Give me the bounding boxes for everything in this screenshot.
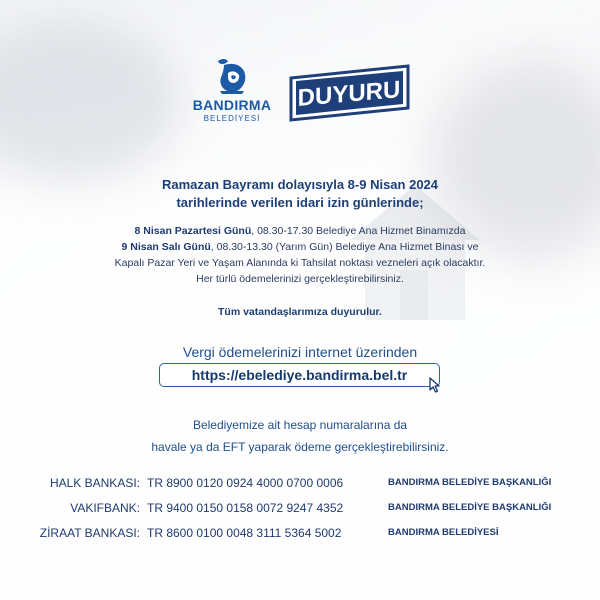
ebelediye-link[interactable]: https://ebelediye.bandirma.bel.tr	[191, 367, 408, 383]
schedule-day-1	[0, 223, 600, 239]
bank-iban: TR 8900 0120 0924 4000 0700 0006	[147, 476, 344, 490]
schedule-day-1-text: , 08.30-17.30 Belediye Ana Hizmet Binamızda	[251, 225, 466, 237]
schedule-day-1-label: 8 Nisan Pazartesi Günü	[134, 225, 252, 237]
schedule-text	[0, 223, 600, 287]
bank-row-halk	[0, 476, 600, 492]
bank-name: VAKIFBANK:	[70, 501, 140, 515]
logo-subtitle: BELEDİYESİ	[203, 114, 261, 123]
bank-iban: TR 9400 0150 0158 0072 9247 4352	[147, 501, 344, 515]
bank-account-owner: BANDIRMA BELEDİYESİ	[388, 527, 499, 538]
schedule-day-2	[0, 239, 600, 255]
bank-account-owner: BANDIRMA BELEDİYE BAŞKANLIĞI	[388, 477, 552, 488]
citizens-note: Tüm vatandaşlarımıza duyurulur.	[218, 306, 382, 318]
duyuru-label: DUYURU	[297, 76, 401, 113]
headline-line-2: tarihlerinde verilen idari izin günlerinde;	[176, 195, 424, 210]
bank-iban: TR 8600 0100 0048 3111 5364 5002	[147, 526, 342, 540]
bandirma-logo	[192, 55, 272, 123]
schedule-day-2-label: 9 Nisan Salı Günü	[121, 241, 211, 253]
schedule-line-3: Kapalı Pazar Yeri ve Yaşam Alanında ki Tahsilat noktası vezneleri açık olacaktır.	[114, 257, 486, 269]
bank-name: HALK BANKASI:	[49, 476, 140, 490]
bank-intro-line-1: Belediyemize ait hesap numaralarına da	[192, 418, 408, 432]
ebelediye-link-box[interactable]	[159, 363, 440, 387]
schedule-line-4: Her türlü ödemelerinizi gerçekleştirebilirsiniz.	[196, 273, 404, 285]
bird-emblem-icon	[214, 55, 250, 95]
bank-row-vakifbank	[0, 501, 600, 517]
headline	[0, 176, 600, 212]
bank-account-owner: BANDIRMA BELEDİYE BAŞKANLIĞI	[388, 502, 552, 513]
headline-line-1: Ramazan Bayramı dolayısıyla 8-9 Nisan 2024	[161, 177, 439, 192]
logo-name: BANDIRMA	[192, 97, 272, 113]
bank-intro-line-2: havale ya da EFT yaparak ödeme gerçekleştirebilirsiniz.	[151, 440, 449, 454]
mouse-pointer-icon	[429, 377, 443, 393]
bank-name: ZİRAAT BANKASI:	[39, 526, 140, 540]
schedule-day-2-text: , 08.30-13.30 (Yarım Gün) Belediye Ana Hizmet Binası ve	[210, 241, 479, 253]
bank-row-ziraat	[0, 526, 600, 542]
bank-intro	[0, 414, 600, 458]
duyuru-banner	[287, 64, 412, 122]
online-payment-intro: Vergi ödemelerinizi internet üzerinden	[182, 344, 418, 360]
